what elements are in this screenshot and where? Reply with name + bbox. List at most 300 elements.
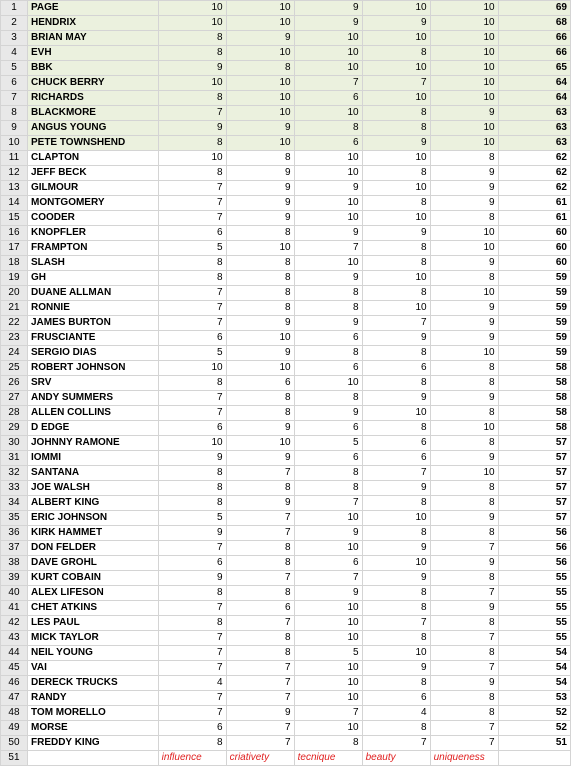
score-cell-beauty[interactable]: 6 xyxy=(362,436,430,451)
guitarist-name-cell[interactable]: ROBERT JOHNSON xyxy=(27,361,158,376)
score-cell-influence[interactable]: 7 xyxy=(158,541,226,556)
score-cell-criativety[interactable]: 9 xyxy=(226,421,294,436)
score-cell-influence[interactable]: 8 xyxy=(158,136,226,151)
score-cell-uniqueness[interactable]: 10 xyxy=(430,346,498,361)
guitarist-name-cell[interactable]: GILMOUR xyxy=(27,181,158,196)
row-number[interactable]: 23 xyxy=(1,331,28,346)
score-cell-uniqueness[interactable]: 10 xyxy=(430,421,498,436)
total-cell[interactable]: 55 xyxy=(498,616,570,631)
guitarist-name-cell[interactable]: MICK TAYLOR xyxy=(27,631,158,646)
row-number[interactable]: 50 xyxy=(1,736,28,751)
score-cell-criativety[interactable]: 7 xyxy=(226,526,294,541)
score-cell-beauty[interactable]: 8 xyxy=(362,601,430,616)
score-cell-influence[interactable]: 7 xyxy=(158,631,226,646)
score-cell-influence[interactable]: 8 xyxy=(158,736,226,751)
score-cell-tecnique[interactable]: 10 xyxy=(294,376,362,391)
score-cell-uniqueness[interactable]: 7 xyxy=(430,661,498,676)
score-cell-tecnique[interactable]: 10 xyxy=(294,166,362,181)
score-cell-influence[interactable]: 6 xyxy=(158,226,226,241)
total-cell[interactable]: 62 xyxy=(498,181,570,196)
score-cell-criativety[interactable]: 6 xyxy=(226,601,294,616)
score-cell-criativety[interactable]: 9 xyxy=(226,451,294,466)
score-cell-uniqueness[interactable]: 9 xyxy=(430,451,498,466)
total-cell[interactable]: 59 xyxy=(498,346,570,361)
score-cell-influence[interactable]: 8 xyxy=(158,166,226,181)
row-number[interactable]: 44 xyxy=(1,646,28,661)
total-cell[interactable]: 68 xyxy=(498,16,570,31)
score-cell-beauty[interactable]: 8 xyxy=(362,196,430,211)
total-cell[interactable]: 61 xyxy=(498,196,570,211)
score-cell-criativety[interactable]: 7 xyxy=(226,691,294,706)
total-cell[interactable]: 66 xyxy=(498,31,570,46)
score-cell-beauty[interactable]: 8 xyxy=(362,721,430,736)
row-number[interactable]: 27 xyxy=(1,391,28,406)
score-cell-influence[interactable]: 9 xyxy=(158,61,226,76)
score-cell-tecnique[interactable]: 7 xyxy=(294,496,362,511)
score-cell-tecnique[interactable]: 9 xyxy=(294,181,362,196)
score-cell-tecnique[interactable]: 6 xyxy=(294,556,362,571)
guitarist-name-cell[interactable]: DUANE ALLMAN xyxy=(27,286,158,301)
score-cell-tecnique[interactable]: 6 xyxy=(294,451,362,466)
score-cell-tecnique[interactable]: 8 xyxy=(294,121,362,136)
score-cell-beauty[interactable]: 8 xyxy=(362,586,430,601)
score-cell-influence[interactable]: 10 xyxy=(158,1,226,16)
score-cell-criativety[interactable]: 10 xyxy=(226,361,294,376)
total-cell[interactable]: 63 xyxy=(498,106,570,121)
score-cell-influence[interactable]: 5 xyxy=(158,241,226,256)
guitarist-name-cell[interactable]: COODER xyxy=(27,211,158,226)
row-number[interactable]: 5 xyxy=(1,61,28,76)
row-number[interactable]: 40 xyxy=(1,586,28,601)
guitarist-name-cell[interactable]: SLASH xyxy=(27,256,158,271)
score-cell-tecnique[interactable]: 7 xyxy=(294,76,362,91)
guitarist-name-cell[interactable]: BRIAN MAY xyxy=(27,31,158,46)
row-number[interactable]: 30 xyxy=(1,436,28,451)
score-cell-tecnique[interactable]: 8 xyxy=(294,481,362,496)
row-number[interactable]: 8 xyxy=(1,106,28,121)
score-cell-beauty[interactable]: 4 xyxy=(362,706,430,721)
score-cell-influence[interactable]: 8 xyxy=(158,376,226,391)
score-cell-beauty[interactable]: 8 xyxy=(362,631,430,646)
score-cell-criativety[interactable]: 8 xyxy=(226,271,294,286)
guitarist-name-cell[interactable]: JOE WALSH xyxy=(27,481,158,496)
row-number[interactable]: 16 xyxy=(1,226,28,241)
row-number[interactable]: 25 xyxy=(1,361,28,376)
score-cell-beauty[interactable]: 9 xyxy=(362,661,430,676)
guitarist-name-cell[interactable]: SERGIO DIAS xyxy=(27,346,158,361)
score-cell-influence[interactable]: 5 xyxy=(158,346,226,361)
score-cell-criativety[interactable]: 9 xyxy=(226,211,294,226)
score-cell-tecnique[interactable]: 10 xyxy=(294,691,362,706)
score-cell-tecnique[interactable]: 10 xyxy=(294,196,362,211)
guitarist-name-cell[interactable]: ALLEN COLLINS xyxy=(27,406,158,421)
row-number[interactable]: 51 xyxy=(1,751,28,766)
score-cell-beauty[interactable]: 9 xyxy=(362,571,430,586)
score-cell-influence[interactable]: 8 xyxy=(158,466,226,481)
score-cell-uniqueness[interactable]: 10 xyxy=(430,16,498,31)
row-number[interactable]: 6 xyxy=(1,76,28,91)
score-cell-influence[interactable]: 8 xyxy=(158,46,226,61)
score-cell-uniqueness[interactable]: 8 xyxy=(430,211,498,226)
score-cell-uniqueness[interactable]: 10 xyxy=(430,1,498,16)
score-cell-tecnique[interactable]: 10 xyxy=(294,661,362,676)
score-cell-tecnique[interactable]: 10 xyxy=(294,211,362,226)
score-cell-influence[interactable]: 6 xyxy=(158,721,226,736)
score-cell-beauty[interactable]: 9 xyxy=(362,16,430,31)
score-cell-uniqueness[interactable]: 10 xyxy=(430,121,498,136)
score-cell-beauty[interactable]: 8 xyxy=(362,346,430,361)
guitarist-name-cell[interactable]: ALBERT KING xyxy=(27,496,158,511)
total-cell[interactable]: 54 xyxy=(498,646,570,661)
score-cell-criativety[interactable]: 7 xyxy=(226,616,294,631)
score-cell-influence[interactable]: 7 xyxy=(158,196,226,211)
score-cell-tecnique[interactable]: 7 xyxy=(294,706,362,721)
total-cell[interactable]: 56 xyxy=(498,541,570,556)
total-cell[interactable]: 52 xyxy=(498,706,570,721)
score-cell-uniqueness[interactable]: 8 xyxy=(430,151,498,166)
score-cell-influence[interactable]: 7 xyxy=(158,211,226,226)
score-cell-uniqueness[interactable]: 8 xyxy=(430,481,498,496)
score-cell-beauty[interactable]: 8 xyxy=(362,496,430,511)
score-cell-beauty[interactable]: 10 xyxy=(362,646,430,661)
score-cell-uniqueness[interactable]: 8 xyxy=(430,406,498,421)
score-cell-influence[interactable]: 10 xyxy=(158,76,226,91)
total-cell[interactable]: 52 xyxy=(498,721,570,736)
score-cell-uniqueness[interactable]: 8 xyxy=(430,616,498,631)
guitarist-name-cell[interactable]: ERIC JOHNSON xyxy=(27,511,158,526)
score-cell-criativety[interactable]: 10 xyxy=(226,436,294,451)
score-cell-beauty[interactable]: 10 xyxy=(362,1,430,16)
score-cell-influence[interactable]: 10 xyxy=(158,436,226,451)
score-cell-criativety[interactable]: 8 xyxy=(226,586,294,601)
guitarist-name-cell[interactable]: FRAMPTON xyxy=(27,241,158,256)
criteria-label-cell[interactable]: influence xyxy=(158,751,226,766)
score-cell-uniqueness[interactable]: 9 xyxy=(430,391,498,406)
score-cell-beauty[interactable]: 6 xyxy=(362,691,430,706)
score-cell-uniqueness[interactable]: 8 xyxy=(430,361,498,376)
score-cell-criativety[interactable]: 7 xyxy=(226,721,294,736)
row-number[interactable]: 47 xyxy=(1,691,28,706)
score-cell-uniqueness[interactable]: 9 xyxy=(430,511,498,526)
row-number[interactable]: 15 xyxy=(1,211,28,226)
row-number[interactable]: 32 xyxy=(1,466,28,481)
score-cell-influence[interactable]: 6 xyxy=(158,556,226,571)
score-cell-beauty[interactable]: 10 xyxy=(362,61,430,76)
guitarist-name-cell[interactable]: KNOPFLER xyxy=(27,226,158,241)
empty-cell[interactable] xyxy=(498,751,570,766)
score-cell-beauty[interactable]: 10 xyxy=(362,406,430,421)
score-cell-beauty[interactable]: 7 xyxy=(362,616,430,631)
row-number[interactable]: 1 xyxy=(1,1,28,16)
total-cell[interactable]: 57 xyxy=(498,481,570,496)
score-cell-uniqueness[interactable]: 10 xyxy=(430,241,498,256)
total-cell[interactable]: 62 xyxy=(498,151,570,166)
score-cell-criativety[interactable]: 7 xyxy=(226,676,294,691)
score-cell-tecnique[interactable]: 10 xyxy=(294,676,362,691)
row-number[interactable]: 13 xyxy=(1,181,28,196)
score-cell-tecnique[interactable]: 10 xyxy=(294,541,362,556)
row-number[interactable]: 29 xyxy=(1,421,28,436)
score-cell-beauty[interactable]: 9 xyxy=(362,541,430,556)
score-cell-beauty[interactable]: 8 xyxy=(362,421,430,436)
score-cell-tecnique[interactable]: 10 xyxy=(294,61,362,76)
score-cell-criativety[interactable]: 8 xyxy=(226,286,294,301)
score-cell-tecnique[interactable]: 10 xyxy=(294,106,362,121)
score-cell-beauty[interactable]: 8 xyxy=(362,256,430,271)
score-cell-beauty[interactable]: 8 xyxy=(362,106,430,121)
score-cell-criativety[interactable]: 9 xyxy=(226,166,294,181)
score-cell-criativety[interactable]: 7 xyxy=(226,736,294,751)
score-cell-uniqueness[interactable]: 9 xyxy=(430,196,498,211)
score-cell-uniqueness[interactable]: 8 xyxy=(430,496,498,511)
row-number[interactable]: 31 xyxy=(1,451,28,466)
score-cell-criativety[interactable]: 8 xyxy=(226,226,294,241)
score-cell-influence[interactable]: 7 xyxy=(158,646,226,661)
score-cell-influence[interactable]: 7 xyxy=(158,706,226,721)
guitarist-name-cell[interactable]: DERECK TRUCKS xyxy=(27,676,158,691)
guitarist-name-cell[interactable]: CLAPTON xyxy=(27,151,158,166)
guitarist-name-cell[interactable]: RICHARDS xyxy=(27,91,158,106)
row-number[interactable]: 3 xyxy=(1,31,28,46)
score-cell-criativety[interactable]: 8 xyxy=(226,631,294,646)
total-cell[interactable]: 51 xyxy=(498,736,570,751)
score-cell-influence[interactable]: 9 xyxy=(158,451,226,466)
score-cell-uniqueness[interactable]: 8 xyxy=(430,436,498,451)
score-cell-beauty[interactable]: 7 xyxy=(362,736,430,751)
score-cell-uniqueness[interactable]: 7 xyxy=(430,586,498,601)
score-cell-beauty[interactable]: 10 xyxy=(362,271,430,286)
total-cell[interactable]: 57 xyxy=(498,511,570,526)
score-cell-tecnique[interactable]: 9 xyxy=(294,1,362,16)
score-cell-criativety[interactable]: 7 xyxy=(226,661,294,676)
criteria-label-cell[interactable]: beauty xyxy=(362,751,430,766)
score-cell-criativety[interactable]: 6 xyxy=(226,376,294,391)
score-cell-tecnique[interactable]: 6 xyxy=(294,331,362,346)
score-cell-criativety[interactable]: 7 xyxy=(226,571,294,586)
score-cell-beauty[interactable]: 9 xyxy=(362,481,430,496)
score-cell-criativety[interactable]: 10 xyxy=(226,106,294,121)
row-number[interactable]: 46 xyxy=(1,676,28,691)
score-cell-tecnique[interactable]: 9 xyxy=(294,16,362,31)
guitarist-name-cell[interactable]: EVH xyxy=(27,46,158,61)
score-cell-beauty[interactable]: 8 xyxy=(362,241,430,256)
guitarist-name-cell[interactable]: MONTGOMERY xyxy=(27,196,158,211)
score-cell-uniqueness[interactable]: 9 xyxy=(430,331,498,346)
score-cell-tecnique[interactable]: 6 xyxy=(294,421,362,436)
score-cell-uniqueness[interactable]: 8 xyxy=(430,271,498,286)
total-cell[interactable]: 64 xyxy=(498,91,570,106)
score-cell-beauty[interactable]: 10 xyxy=(362,556,430,571)
row-number[interactable]: 43 xyxy=(1,631,28,646)
score-cell-influence[interactable]: 7 xyxy=(158,106,226,121)
score-cell-influence[interactable]: 7 xyxy=(158,406,226,421)
total-cell[interactable]: 58 xyxy=(498,421,570,436)
guitarist-name-cell[interactable]: CHUCK BERRY xyxy=(27,76,158,91)
score-cell-criativety[interactable]: 10 xyxy=(226,16,294,31)
total-cell[interactable]: 60 xyxy=(498,241,570,256)
score-cell-tecnique[interactable]: 9 xyxy=(294,586,362,601)
score-cell-tecnique[interactable]: 9 xyxy=(294,316,362,331)
score-cell-beauty[interactable]: 10 xyxy=(362,31,430,46)
score-cell-tecnique[interactable]: 6 xyxy=(294,91,362,106)
score-cell-criativety[interactable]: 9 xyxy=(226,496,294,511)
score-cell-tecnique[interactable]: 10 xyxy=(294,256,362,271)
guitarist-name-cell[interactable]: PETE TOWNSHEND xyxy=(27,136,158,151)
score-cell-uniqueness[interactable]: 9 xyxy=(430,181,498,196)
score-cell-beauty[interactable]: 7 xyxy=(362,316,430,331)
score-cell-influence[interactable]: 8 xyxy=(158,271,226,286)
score-cell-criativety[interactable]: 8 xyxy=(226,646,294,661)
score-cell-beauty[interactable]: 7 xyxy=(362,76,430,91)
total-cell[interactable]: 65 xyxy=(498,61,570,76)
row-number[interactable]: 7 xyxy=(1,91,28,106)
score-cell-uniqueness[interactable]: 9 xyxy=(430,106,498,121)
score-cell-uniqueness[interactable]: 8 xyxy=(430,571,498,586)
total-cell[interactable]: 60 xyxy=(498,256,570,271)
score-cell-influence[interactable]: 10 xyxy=(158,151,226,166)
score-cell-influence[interactable]: 7 xyxy=(158,181,226,196)
score-cell-influence[interactable]: 4 xyxy=(158,676,226,691)
score-cell-tecnique[interactable]: 10 xyxy=(294,631,362,646)
row-number[interactable]: 35 xyxy=(1,511,28,526)
score-cell-tecnique[interactable]: 10 xyxy=(294,601,362,616)
total-cell[interactable]: 64 xyxy=(498,76,570,91)
score-cell-criativety[interactable]: 8 xyxy=(226,301,294,316)
score-cell-tecnique[interactable]: 5 xyxy=(294,646,362,661)
score-cell-beauty[interactable]: 10 xyxy=(362,151,430,166)
guitarist-name-cell[interactable]: ANDY SUMMERS xyxy=(27,391,158,406)
score-cell-tecnique[interactable]: 5 xyxy=(294,436,362,451)
total-cell[interactable]: 63 xyxy=(498,136,570,151)
score-cell-uniqueness[interactable]: 8 xyxy=(430,706,498,721)
guitarist-name-cell[interactable]: HENDRIX xyxy=(27,16,158,31)
score-cell-tecnique[interactable]: 7 xyxy=(294,571,362,586)
total-cell[interactable]: 59 xyxy=(498,316,570,331)
score-cell-uniqueness[interactable]: 10 xyxy=(430,76,498,91)
row-number[interactable]: 17 xyxy=(1,241,28,256)
score-cell-uniqueness[interactable]: 9 xyxy=(430,316,498,331)
score-cell-beauty[interactable]: 9 xyxy=(362,226,430,241)
score-cell-uniqueness[interactable]: 10 xyxy=(430,46,498,61)
score-cell-uniqueness[interactable]: 7 xyxy=(430,736,498,751)
guitarist-name-cell[interactable]: KIRK HAMMET xyxy=(27,526,158,541)
score-cell-criativety[interactable]: 9 xyxy=(226,121,294,136)
guitarist-name-cell[interactable]: FRUSCIANTE xyxy=(27,331,158,346)
row-number[interactable]: 42 xyxy=(1,616,28,631)
score-cell-uniqueness[interactable]: 9 xyxy=(430,676,498,691)
score-cell-influence[interactable]: 8 xyxy=(158,616,226,631)
score-cell-criativety[interactable]: 8 xyxy=(226,61,294,76)
score-cell-beauty[interactable]: 8 xyxy=(362,166,430,181)
guitarist-name-cell[interactable]: JAMES BURTON xyxy=(27,316,158,331)
score-cell-criativety[interactable]: 7 xyxy=(226,466,294,481)
total-cell[interactable]: 61 xyxy=(498,211,570,226)
score-cell-tecnique[interactable]: 9 xyxy=(294,226,362,241)
score-cell-influence[interactable]: 7 xyxy=(158,286,226,301)
score-cell-beauty[interactable]: 10 xyxy=(362,211,430,226)
guitarist-name-cell[interactable]: RANDY xyxy=(27,691,158,706)
score-cell-influence[interactable]: 9 xyxy=(158,571,226,586)
guitarist-name-cell[interactable]: RONNIE xyxy=(27,301,158,316)
score-cell-beauty[interactable]: 6 xyxy=(362,451,430,466)
total-cell[interactable]: 56 xyxy=(498,526,570,541)
score-cell-criativety[interactable]: 8 xyxy=(226,556,294,571)
row-number[interactable]: 12 xyxy=(1,166,28,181)
score-cell-beauty[interactable]: 8 xyxy=(362,376,430,391)
score-cell-criativety[interactable]: 10 xyxy=(226,241,294,256)
score-cell-criativety[interactable]: 9 xyxy=(226,346,294,361)
guitarist-name-cell[interactable]: BLACKMORE xyxy=(27,106,158,121)
total-cell[interactable]: 66 xyxy=(498,46,570,61)
score-cell-uniqueness[interactable]: 10 xyxy=(430,91,498,106)
score-cell-criativety[interactable]: 10 xyxy=(226,91,294,106)
row-number[interactable]: 49 xyxy=(1,721,28,736)
score-cell-tecnique[interactable]: 10 xyxy=(294,721,362,736)
row-number[interactable]: 18 xyxy=(1,256,28,271)
score-cell-uniqueness[interactable]: 7 xyxy=(430,721,498,736)
guitarist-name-cell[interactable]: PAGE xyxy=(27,1,158,16)
row-number[interactable]: 9 xyxy=(1,121,28,136)
score-cell-uniqueness[interactable]: 10 xyxy=(430,226,498,241)
total-cell[interactable]: 62 xyxy=(498,166,570,181)
score-cell-uniqueness[interactable]: 9 xyxy=(430,166,498,181)
total-cell[interactable]: 53 xyxy=(498,691,570,706)
total-cell[interactable]: 58 xyxy=(498,361,570,376)
score-cell-tecnique[interactable]: 10 xyxy=(294,46,362,61)
total-cell[interactable]: 55 xyxy=(498,601,570,616)
row-number[interactable]: 4 xyxy=(1,46,28,61)
score-cell-tecnique[interactable]: 8 xyxy=(294,391,362,406)
score-cell-beauty[interactable]: 10 xyxy=(362,181,430,196)
total-cell[interactable]: 59 xyxy=(498,331,570,346)
total-cell[interactable]: 58 xyxy=(498,376,570,391)
guitarist-name-cell[interactable]: KURT COBAIN xyxy=(27,571,158,586)
total-cell[interactable]: 55 xyxy=(498,571,570,586)
score-cell-tecnique[interactable]: 8 xyxy=(294,286,362,301)
criteria-label-cell[interactable]: tecnique xyxy=(294,751,362,766)
guitarist-name-cell[interactable]: GH xyxy=(27,271,158,286)
score-cell-beauty[interactable]: 10 xyxy=(362,91,430,106)
score-cell-tecnique[interactable]: 8 xyxy=(294,466,362,481)
criteria-label-cell[interactable]: uniqueness xyxy=(430,751,498,766)
guitarist-name-cell[interactable]: IOMMI xyxy=(27,451,158,466)
score-cell-influence[interactable]: 10 xyxy=(158,361,226,376)
guitarist-name-cell[interactable]: VAI xyxy=(27,661,158,676)
score-cell-beauty[interactable]: 10 xyxy=(362,511,430,526)
score-cell-influence[interactable]: 8 xyxy=(158,496,226,511)
criteria-label-cell[interactable]: criativety xyxy=(226,751,294,766)
row-number[interactable]: 39 xyxy=(1,571,28,586)
score-cell-uniqueness[interactable]: 8 xyxy=(430,646,498,661)
total-cell[interactable]: 59 xyxy=(498,271,570,286)
score-cell-uniqueness[interactable]: 10 xyxy=(430,466,498,481)
total-cell[interactable]: 57 xyxy=(498,451,570,466)
score-cell-uniqueness[interactable]: 10 xyxy=(430,136,498,151)
score-cell-uniqueness[interactable]: 8 xyxy=(430,526,498,541)
score-cell-influence[interactable]: 5 xyxy=(158,511,226,526)
total-cell[interactable]: 54 xyxy=(498,661,570,676)
guitarist-name-cell[interactable]: BBK xyxy=(27,61,158,76)
score-cell-criativety[interactable]: 10 xyxy=(226,136,294,151)
score-cell-criativety[interactable]: 10 xyxy=(226,1,294,16)
row-number[interactable]: 10 xyxy=(1,136,28,151)
score-cell-criativety[interactable]: 8 xyxy=(226,256,294,271)
score-cell-influence[interactable]: 8 xyxy=(158,31,226,46)
total-cell[interactable]: 69 xyxy=(498,1,570,16)
score-cell-uniqueness[interactable]: 10 xyxy=(430,61,498,76)
score-cell-criativety[interactable]: 8 xyxy=(226,391,294,406)
score-cell-uniqueness[interactable]: 10 xyxy=(430,286,498,301)
